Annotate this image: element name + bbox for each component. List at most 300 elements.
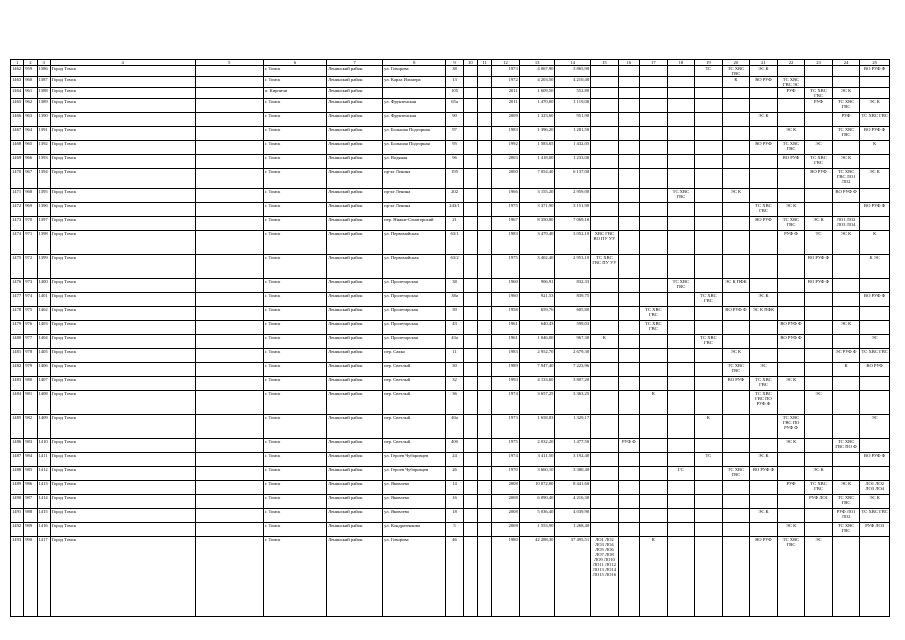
table-cell bbox=[640, 495, 668, 509]
table-cell: ЭС К bbox=[777, 127, 805, 141]
table-cell: Ленинский район bbox=[327, 363, 383, 377]
table-cell bbox=[667, 293, 695, 307]
table-cell: ул. Героев Чубаровцев bbox=[383, 467, 446, 481]
table-cell: 1 553,90 bbox=[519, 523, 555, 537]
table-cell: 1972 bbox=[492, 77, 520, 88]
table-cell: Город Томск bbox=[50, 255, 195, 279]
table-cell bbox=[695, 279, 723, 293]
table-cell bbox=[477, 88, 491, 99]
table-cell bbox=[195, 66, 263, 77]
table-cell bbox=[463, 321, 477, 335]
table-cell bbox=[618, 481, 639, 495]
table-cell: 966 bbox=[24, 155, 37, 169]
table-cell bbox=[832, 203, 860, 217]
table-cell: г. Томск bbox=[263, 321, 326, 335]
header-cell: 9 bbox=[446, 60, 463, 66]
table-cell bbox=[618, 509, 639, 523]
table-cell bbox=[618, 495, 639, 509]
table-cell bbox=[477, 453, 491, 467]
table-cell: 6 137,00 bbox=[555, 169, 591, 189]
table-cell bbox=[195, 363, 263, 377]
header-cell: 23 bbox=[805, 60, 833, 66]
table-cell: Ленинский район bbox=[327, 349, 383, 363]
table-cell: 4 039,90 bbox=[555, 509, 591, 523]
table-cell bbox=[722, 127, 750, 141]
table-cell: 1411 bbox=[37, 453, 50, 467]
table-cell bbox=[695, 77, 723, 88]
table-cell bbox=[477, 523, 491, 537]
table-cell: 3 155,20 bbox=[519, 189, 555, 203]
table-cell: 985 bbox=[24, 467, 37, 481]
table-cell: ЭС bbox=[750, 363, 778, 377]
table-cell bbox=[777, 293, 805, 307]
table-row bbox=[11, 523, 890, 537]
table-cell bbox=[722, 113, 750, 127]
table-cell: 1393 bbox=[37, 155, 50, 169]
table-cell bbox=[777, 453, 805, 467]
table-cell: ТС ХВС ГВС ЛО1 ЛО2 bbox=[832, 169, 860, 189]
table-row bbox=[11, 99, 890, 113]
table-cell: 1463 bbox=[11, 77, 24, 88]
table-cell bbox=[477, 321, 491, 335]
table-cell bbox=[667, 155, 695, 169]
table-cell bbox=[805, 77, 833, 88]
table-cell: 986 bbox=[24, 481, 37, 495]
table-cell: 984 bbox=[24, 453, 37, 467]
table-cell: 967 bbox=[24, 169, 37, 189]
table-cell bbox=[750, 255, 778, 279]
table-cell bbox=[477, 349, 491, 363]
table-cell bbox=[777, 99, 805, 113]
table-cell: Ленинский район bbox=[327, 495, 383, 509]
table-cell bbox=[805, 189, 833, 203]
table-cell: Город Томск bbox=[50, 189, 195, 203]
table-cell: 1392 bbox=[37, 141, 50, 155]
table-cell bbox=[463, 189, 477, 203]
table-cell: 1469 bbox=[11, 155, 24, 169]
table-cell: г. Томск bbox=[263, 203, 326, 217]
table-cell: Город Томск bbox=[50, 127, 195, 141]
table-cell: Ленинский район bbox=[327, 127, 383, 141]
table-cell bbox=[195, 113, 263, 127]
table-cell bbox=[463, 415, 477, 439]
table-cell: Ленинский район bbox=[327, 155, 383, 169]
table-cell: 2000 bbox=[492, 169, 520, 189]
table-cell bbox=[860, 217, 890, 231]
table-cell bbox=[195, 307, 263, 321]
table-cell: 24 bbox=[446, 453, 463, 467]
table-cell bbox=[618, 203, 639, 217]
table-cell bbox=[195, 77, 263, 88]
table-cell: 2009 bbox=[492, 113, 520, 127]
table-cell: Город Томск bbox=[50, 293, 195, 307]
table-row bbox=[11, 467, 890, 481]
header-cell: 24 bbox=[832, 60, 860, 66]
table-cell bbox=[832, 141, 860, 155]
table-cell bbox=[722, 391, 750, 415]
table-cell bbox=[640, 77, 668, 88]
table-cell bbox=[667, 321, 695, 335]
table-row bbox=[11, 77, 890, 88]
table-cell: ТС ХВС ГВС bbox=[860, 113, 890, 127]
table-cell bbox=[640, 217, 668, 231]
table-cell bbox=[722, 141, 750, 155]
table-cell: 988 bbox=[24, 509, 37, 523]
table-cell bbox=[750, 127, 778, 141]
table-cell: ул. Яковлева bbox=[383, 481, 446, 495]
table-cell: ТС ХВС ГВС ПО РУФ Ф bbox=[750, 391, 778, 415]
table-cell: ул. Говорова bbox=[383, 537, 446, 617]
table-cell: 2 953,10 bbox=[555, 255, 591, 279]
table-cell bbox=[667, 99, 695, 113]
table-cell bbox=[195, 279, 263, 293]
table-cell bbox=[618, 113, 639, 127]
table-cell: пер. Светлый bbox=[383, 391, 446, 415]
table-cell bbox=[463, 509, 477, 523]
header-cell: 1 bbox=[11, 60, 24, 66]
table-cell: 960 bbox=[24, 77, 37, 88]
table-cell bbox=[667, 169, 695, 189]
table-cell: 969 bbox=[24, 203, 37, 217]
table-cell: 1474 bbox=[11, 231, 24, 255]
table-cell bbox=[640, 523, 668, 537]
table-cell bbox=[777, 189, 805, 203]
table-cell bbox=[640, 439, 668, 453]
table-cell bbox=[750, 155, 778, 169]
table-row bbox=[11, 495, 890, 509]
table-row bbox=[11, 453, 890, 467]
table-cell: 975 bbox=[24, 307, 37, 321]
table-cell bbox=[618, 307, 639, 321]
table-cell: ТС ХВС ГВС bbox=[805, 481, 833, 495]
table-cell bbox=[695, 127, 723, 141]
table-cell bbox=[195, 321, 263, 335]
table-cell: ул. Фрунзенская bbox=[383, 99, 446, 113]
table-cell: 11 bbox=[446, 349, 463, 363]
table-cell bbox=[591, 391, 619, 415]
table-cell bbox=[477, 66, 491, 77]
table-cell: 1960 bbox=[492, 279, 520, 293]
table-cell: РУФ bbox=[777, 88, 805, 99]
table-cell: Ленинский район bbox=[327, 231, 383, 255]
table-cell: 1481 bbox=[11, 349, 24, 363]
table-cell: 1 329,17 bbox=[555, 415, 591, 439]
table-cell bbox=[195, 203, 263, 217]
table-cell: 1489 bbox=[11, 481, 24, 495]
table-cell bbox=[640, 141, 668, 155]
table-cell bbox=[477, 391, 491, 415]
table-cell: 1975 bbox=[492, 255, 520, 279]
table-cell bbox=[750, 99, 778, 113]
table-cell: Ленинский район bbox=[327, 415, 383, 439]
table-cell bbox=[640, 155, 668, 169]
table-cell: 983 bbox=[24, 439, 37, 453]
table-cell bbox=[722, 439, 750, 453]
table-cell bbox=[477, 155, 491, 169]
header-cell: 14 bbox=[555, 60, 591, 66]
header-cell: 21 bbox=[750, 60, 778, 66]
table-cell bbox=[591, 279, 619, 293]
table-cell: ул. Большая Подгорная bbox=[383, 127, 446, 141]
table-cell bbox=[463, 77, 477, 88]
table-cell bbox=[477, 467, 491, 481]
table-cell: 10 072,00 bbox=[519, 481, 555, 495]
table-cell bbox=[591, 77, 619, 88]
table-cell: 1462 bbox=[11, 66, 24, 77]
table-cell bbox=[832, 377, 860, 391]
table-cell bbox=[667, 439, 695, 453]
table-cell bbox=[722, 155, 750, 169]
table-cell bbox=[667, 509, 695, 523]
table-cell: 1386 bbox=[37, 66, 50, 77]
table-cell bbox=[750, 523, 778, 537]
table-cell bbox=[750, 415, 778, 439]
table-cell bbox=[667, 203, 695, 217]
table-cell bbox=[640, 293, 668, 307]
table-cell: 2 032,20 bbox=[519, 439, 555, 453]
table-cell: 980 bbox=[24, 377, 37, 391]
table-cell bbox=[695, 321, 723, 335]
table-cell bbox=[805, 453, 833, 467]
table-cell: ул. Яковлева bbox=[383, 509, 446, 523]
table-cell: ЭС К bbox=[860, 495, 890, 509]
table-cell bbox=[695, 113, 723, 127]
table-cell bbox=[695, 203, 723, 217]
table-cell: ул. Пролетарская bbox=[383, 279, 446, 293]
table-cell: К ЭС bbox=[860, 255, 890, 279]
table-cell: К bbox=[860, 231, 890, 255]
table-cell bbox=[477, 113, 491, 127]
table-cell bbox=[195, 88, 263, 99]
table-cell: ЭС К bbox=[777, 377, 805, 391]
table-cell: 2 952,70 bbox=[519, 349, 555, 363]
table-cell: ЭС К bbox=[750, 453, 778, 467]
table-cell: 605,80 bbox=[555, 307, 591, 321]
table-cell: г. Томск bbox=[263, 467, 326, 481]
table-cell: ВО РУФ Ф bbox=[860, 453, 890, 467]
table-cell: 1405 bbox=[37, 349, 50, 363]
table-cell bbox=[695, 141, 723, 155]
table-cell bbox=[832, 279, 860, 293]
table-cell bbox=[195, 391, 263, 415]
table-cell: 7 947,40 bbox=[519, 363, 555, 377]
table-cell: 1412 bbox=[37, 467, 50, 481]
table-cell bbox=[640, 415, 668, 439]
table-cell bbox=[195, 127, 263, 141]
table-row bbox=[11, 189, 890, 203]
table-cell bbox=[591, 189, 619, 203]
table-cell: г. Томск bbox=[263, 335, 326, 349]
table-cell: ЭС К bbox=[750, 113, 778, 127]
table-cell: Ленинский район bbox=[327, 335, 383, 349]
table-cell bbox=[667, 307, 695, 321]
header-cell: 15 bbox=[591, 60, 619, 66]
table-cell bbox=[195, 99, 263, 113]
table-cell bbox=[618, 217, 639, 231]
table-cell: 1983 bbox=[492, 349, 520, 363]
table-cell: ВО РУФ bbox=[805, 169, 833, 189]
table-cell: 1478 bbox=[11, 307, 24, 321]
table-cell: 32 bbox=[446, 377, 463, 391]
table-cell bbox=[695, 155, 723, 169]
header-cell: 3 bbox=[37, 60, 50, 66]
table-cell bbox=[640, 66, 668, 77]
table-cell: Ленинский район bbox=[327, 99, 383, 113]
table-cell: ТС ХВС ГВС bbox=[722, 363, 750, 377]
table-cell bbox=[860, 77, 890, 88]
table-cell bbox=[695, 377, 723, 391]
table-cell: 3 151,90 bbox=[555, 203, 591, 217]
table-cell: ХВС ГВС ВО ПУ УУ bbox=[591, 231, 619, 255]
table-cell bbox=[777, 363, 805, 377]
table-cell: 981 bbox=[24, 391, 37, 415]
table-cell bbox=[640, 363, 668, 377]
table-cell: г. Томск bbox=[263, 377, 326, 391]
table-cell bbox=[591, 88, 619, 99]
table-cell: 1493 bbox=[11, 537, 24, 617]
table-cell: ТС ХВС ГВС ПО РУФ Ф bbox=[777, 415, 805, 439]
table-cell bbox=[860, 467, 890, 481]
table-cell: г. Томск bbox=[263, 99, 326, 113]
table-cell: 839,75 bbox=[555, 293, 591, 307]
table-cell bbox=[750, 189, 778, 203]
table-cell: 1992 bbox=[492, 141, 520, 155]
table-cell bbox=[667, 231, 695, 255]
table-cell bbox=[805, 335, 833, 349]
table-cell: Город Томск bbox=[50, 141, 195, 155]
table-cell: К bbox=[640, 537, 668, 617]
table-cell: Город Томск bbox=[50, 509, 195, 523]
table-cell: ул. Яковлева bbox=[383, 495, 446, 509]
table-cell: 990 bbox=[24, 537, 37, 617]
table-cell: Ленинский район bbox=[327, 481, 383, 495]
table-cell bbox=[777, 391, 805, 415]
table-cell: 3 807,20 bbox=[555, 377, 591, 391]
table-cell: ТС ХВС ГВС bbox=[832, 523, 860, 537]
table-cell bbox=[722, 335, 750, 349]
table-cell: пер. Светлый bbox=[383, 439, 446, 453]
table-cell: ТС ХВС ГВС ПУ УУ bbox=[591, 255, 619, 279]
table-cell: 4 067,90 bbox=[519, 66, 555, 77]
table-cell: 1 046,00 bbox=[519, 335, 555, 349]
table-cell bbox=[477, 127, 491, 141]
table-cell: Ленинский район bbox=[327, 141, 383, 155]
table-cell: 1475 bbox=[11, 255, 24, 279]
table-cell: 1410 bbox=[37, 439, 50, 453]
table-cell: 2 679,30 bbox=[555, 349, 591, 363]
table-cell: К bbox=[832, 363, 860, 377]
table-cell: 974 bbox=[24, 293, 37, 307]
table-cell: г. Томск bbox=[263, 217, 326, 231]
table-cell: 1491 bbox=[11, 509, 24, 523]
table-cell: Ленинский район bbox=[327, 189, 383, 203]
table-cell bbox=[695, 537, 723, 617]
table-cell: ВО РУФ bbox=[750, 217, 778, 231]
table-cell: ул. Кондратенкова bbox=[383, 523, 446, 537]
table-cell: 1468 bbox=[11, 141, 24, 155]
table-cell bbox=[640, 509, 668, 523]
table-cell: 965 bbox=[24, 141, 37, 155]
table-cell bbox=[477, 415, 491, 439]
table-cell bbox=[618, 349, 639, 363]
table-cell: 18 bbox=[446, 509, 463, 523]
table-cell bbox=[195, 453, 263, 467]
table-cell bbox=[750, 231, 778, 255]
table-cell bbox=[667, 363, 695, 377]
table-cell: Город Томск bbox=[50, 415, 195, 439]
table-cell: 42 288,30 bbox=[519, 537, 555, 617]
table-cell bbox=[618, 255, 639, 279]
table-cell bbox=[477, 203, 491, 217]
table-cell bbox=[463, 349, 477, 363]
table-cell: Город Томск bbox=[50, 537, 195, 617]
table-cell: г. Томск bbox=[263, 169, 326, 189]
table-cell: ТС ХВС ГВС bbox=[832, 495, 860, 509]
table-cell: ЭС К bbox=[750, 509, 778, 523]
table-cell bbox=[383, 88, 446, 99]
table-cell bbox=[640, 349, 668, 363]
table-row bbox=[11, 88, 890, 99]
table-cell bbox=[722, 453, 750, 467]
table-cell: г. Томск bbox=[263, 231, 326, 255]
table-cell bbox=[832, 453, 860, 467]
table-cell: 1467 bbox=[11, 127, 24, 141]
table-cell: РУФ ЛО3 bbox=[860, 523, 890, 537]
table-cell bbox=[195, 255, 263, 279]
table-cell: 1 432,05 bbox=[555, 141, 591, 155]
header-cell: 20 bbox=[722, 60, 750, 66]
table-cell bbox=[750, 481, 778, 495]
header-cell: 17 bbox=[640, 60, 668, 66]
table-cell bbox=[618, 155, 639, 169]
table-cell: Город Томск bbox=[50, 279, 195, 293]
table-cell bbox=[195, 439, 263, 453]
table-cell: Ленинский район bbox=[327, 169, 383, 189]
table-cell bbox=[463, 453, 477, 467]
table-cell: 970 bbox=[24, 217, 37, 231]
table-cell: Город Томск bbox=[50, 523, 195, 537]
table-cell: Ленинский район bbox=[327, 113, 383, 127]
table-cell bbox=[195, 537, 263, 617]
table-cell: 1407 bbox=[37, 377, 50, 391]
table-cell bbox=[695, 217, 723, 231]
table-cell: 906,91 bbox=[519, 279, 555, 293]
table-cell: ВО РУФ bbox=[777, 155, 805, 169]
table-cell: ЭС К bbox=[832, 155, 860, 169]
table-cell bbox=[667, 113, 695, 127]
table-cell bbox=[591, 481, 619, 495]
table-cell bbox=[667, 77, 695, 88]
table-cell: 1483 bbox=[11, 377, 24, 391]
table-row bbox=[11, 293, 890, 307]
table-cell: 921,53 bbox=[519, 293, 555, 307]
table-cell bbox=[195, 415, 263, 439]
table-cell bbox=[463, 363, 477, 377]
table-cell bbox=[805, 203, 833, 217]
table-cell: ул. Героев Чубаровцев bbox=[383, 453, 446, 467]
table-cell: 832,33 bbox=[555, 279, 591, 293]
table-cell: 46 bbox=[446, 537, 463, 617]
table-cell: пер. Сакко bbox=[383, 349, 446, 363]
table-cell bbox=[477, 307, 491, 321]
table-cell bbox=[667, 453, 695, 467]
table-cell: 3 192,40 bbox=[555, 453, 591, 467]
table-cell: Ленинский район bbox=[327, 453, 383, 467]
table-cell: ЭС bbox=[860, 415, 890, 439]
table-cell bbox=[667, 523, 695, 537]
table-cell: 3 402,40 bbox=[519, 255, 555, 279]
table-cell: г. Томск bbox=[263, 453, 326, 467]
